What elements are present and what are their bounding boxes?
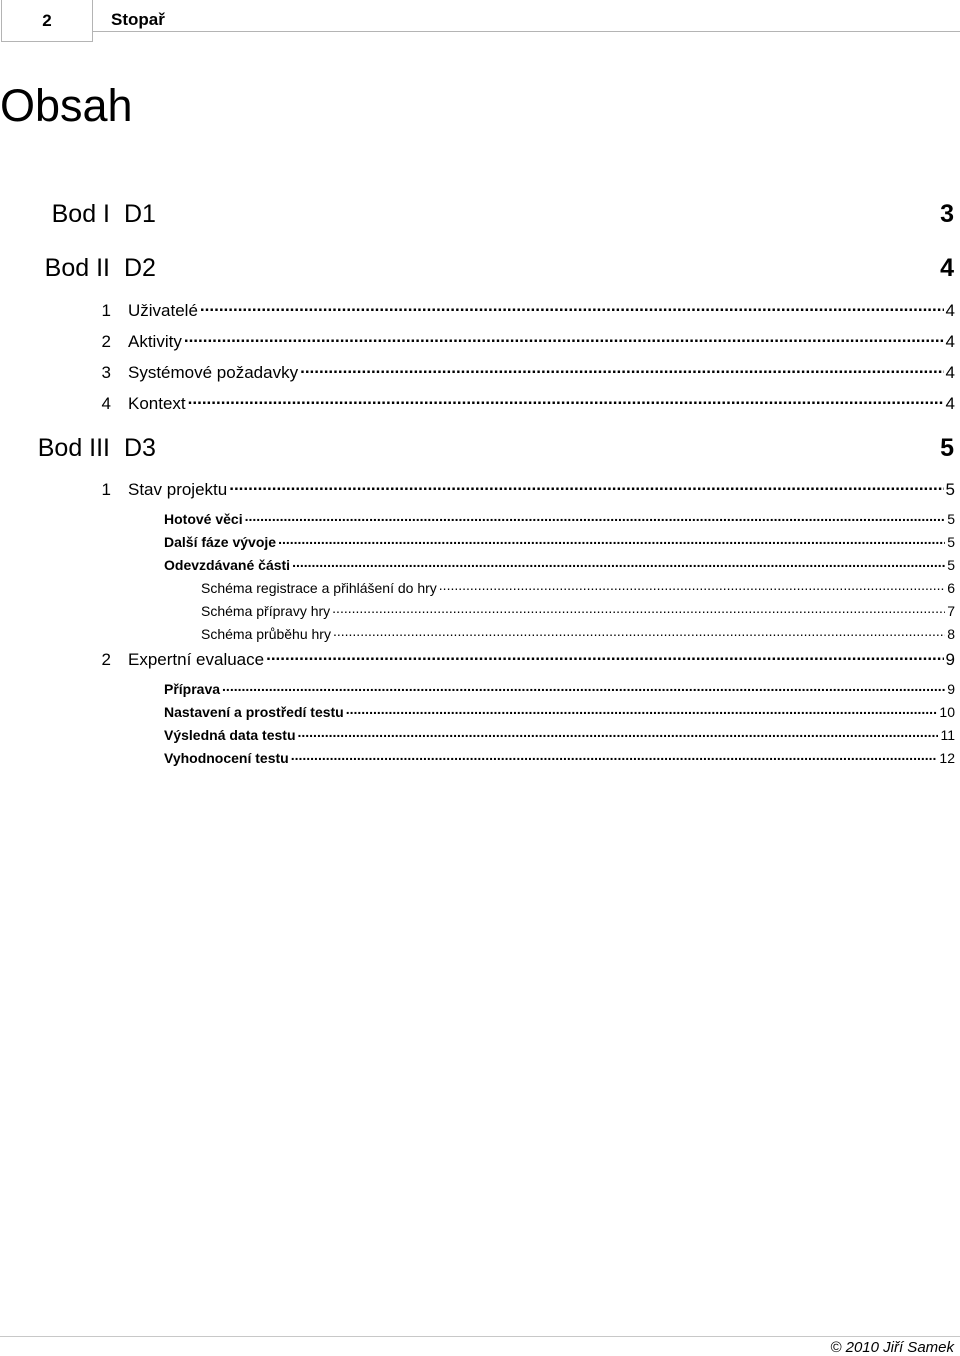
toc-part-3[interactable] (0, 434, 960, 463)
toc-chapter-page: 4 (945, 394, 955, 414)
toc-chapter-number: 4 (101, 394, 111, 414)
toc-part-label: Bod III (37, 434, 110, 462)
toc-leader-dots (200, 301, 944, 316)
toc-part-label: Bod II (44, 254, 110, 282)
toc-section-page: 5 (947, 511, 955, 527)
toc-section-page: 9 (947, 681, 955, 697)
toc-section[interactable] (164, 534, 960, 550)
toc-chapter-page: 5 (945, 480, 955, 500)
toc-leader-dots (222, 681, 945, 694)
toc-leader-dots (346, 704, 938, 717)
toc-subsection-title: Schéma průběhu hry (201, 626, 331, 642)
toc-leader-dots (188, 394, 944, 409)
toc-part-title: D2 (124, 254, 156, 282)
toc-section-title: Příprava (164, 681, 221, 697)
toc-section-title: Další fáze vývoje (164, 534, 277, 550)
toc-chapter-title: Stav projektu (128, 480, 228, 500)
toc-chapter-title: Aktivity (128, 332, 182, 352)
toc-section[interactable] (164, 511, 960, 527)
toc-subsection-page: 7 (947, 603, 955, 619)
toc-section-page: 10 (939, 704, 955, 720)
toc-chapter-number: 3 (101, 363, 111, 383)
toc-chapter[interactable] (0, 394, 960, 414)
toc-leader-dots (292, 557, 945, 570)
toc-chapter-number: 2 (101, 650, 111, 670)
toc-leader-dots (278, 534, 945, 547)
header-title: Stopař (111, 10, 165, 29)
toc-section[interactable] (164, 727, 960, 743)
toc-chapter-page: 9 (945, 650, 955, 670)
toc-part-1[interactable] (0, 200, 960, 229)
toc-subsection[interactable] (201, 580, 960, 596)
toc-leader-dots (245, 511, 946, 524)
toc-chapter-page: 4 (945, 363, 955, 383)
toc-leader-dots (298, 727, 939, 740)
toc-leader-dots (439, 580, 945, 593)
footer-copyright: © 2010 Jiří Samek (830, 1339, 954, 1356)
toc-subsection-title: Schéma přípravy hry (201, 603, 331, 619)
page-title: Obsah (0, 80, 133, 131)
toc-part-label: Bod I (51, 200, 110, 228)
toc-chapter-title: Systémové požadavky (128, 363, 299, 383)
toc-leader-dots (229, 480, 943, 495)
toc-section[interactable] (164, 704, 960, 720)
toc-chapter-number: 1 (101, 301, 111, 321)
toc-subsection-title: Schéma registrace a přihlášení do hry (201, 580, 437, 596)
toc-section[interactable] (164, 557, 960, 573)
header-divider (93, 31, 960, 32)
toc-chapter-title: Expertní evaluace (128, 650, 265, 670)
toc-section-page: 5 (947, 557, 955, 573)
toc-leader-dots (266, 650, 943, 665)
toc-chapter-page: 4 (945, 301, 955, 321)
toc-chapter-title: Kontext (128, 394, 186, 414)
toc-subsection[interactable] (201, 626, 960, 642)
toc-part-title: D1 (124, 200, 156, 228)
toc-part-page: 5 (940, 434, 954, 462)
toc-section[interactable] (164, 681, 960, 697)
toc-section[interactable] (164, 750, 960, 766)
toc-chapter[interactable] (0, 332, 960, 352)
toc-part-page: 4 (940, 254, 954, 282)
toc-leader-dots (300, 363, 943, 378)
toc-section-page: 12 (939, 750, 955, 766)
header-page-number: 2 (1, 0, 93, 42)
toc-chapter-title: Uživatelé (128, 301, 198, 321)
toc-subsection-page: 6 (947, 580, 955, 596)
toc-part-page: 3 (940, 200, 954, 228)
toc-section-title: Vyhodnocení testu (164, 750, 289, 766)
toc-section-title: Nastavení a prostředí testu (164, 704, 344, 720)
toc-leader-dots (333, 626, 945, 639)
toc-section-title: Odevzdávané části (164, 557, 291, 573)
toc-section-page: 11 (940, 727, 955, 743)
toc-section-title: Hotové věci (164, 511, 243, 527)
toc-subsection[interactable] (201, 603, 960, 619)
toc-chapter-number: 2 (101, 332, 111, 352)
toc-leader-dots (332, 603, 945, 616)
toc-section-page: 5 (947, 534, 955, 550)
toc-section-title: Výsledná data testu (164, 727, 296, 743)
toc-chapter-page: 4 (945, 332, 955, 352)
toc-chapter[interactable] (0, 363, 960, 383)
toc-part-2[interactable] (0, 254, 960, 283)
toc-chapter[interactable] (0, 650, 960, 670)
toc-leader-dots (184, 332, 944, 347)
toc-leader-dots (291, 750, 938, 763)
toc-subsection-page: 8 (947, 626, 955, 642)
footer-divider (0, 1336, 960, 1337)
toc-chapter-number: 1 (101, 480, 111, 500)
toc-chapter[interactable] (0, 301, 960, 321)
toc-part-title: D3 (124, 434, 156, 462)
toc-chapter[interactable] (0, 480, 960, 500)
